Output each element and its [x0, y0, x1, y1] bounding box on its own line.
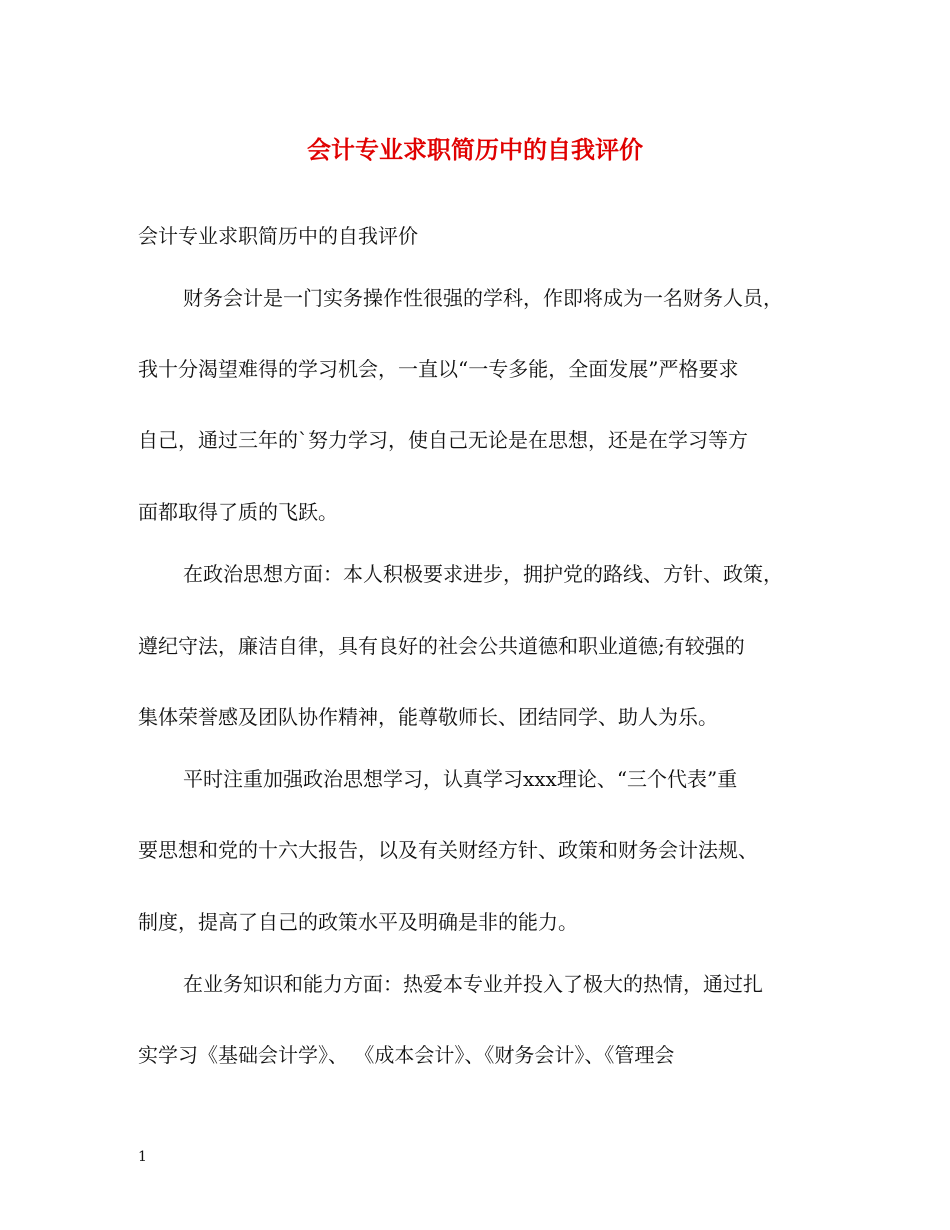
paragraph-line: 面都取得了质的飞跃。: [138, 500, 338, 524]
paragraph-line: 财务会计是一门实务操作性很强的学科，作即将成为一名财务人员，: [183, 286, 783, 310]
paragraph-line: 集体荣誉感及团队协作精神，能尊敬师长、团结同学、助人为乐。: [138, 705, 718, 729]
paragraph-line: 制度，提高了自己的政策水平及明确是非的能力。: [138, 910, 578, 934]
paragraph-line: 在政治思想方面：本人积极要求进步，拥护党的路线、方针、政策，: [183, 562, 783, 586]
page-number: 1: [138, 1149, 147, 1165]
paragraph-line: 自己，通过三年的`努力学习，使自己无论是在思想，还是在学习等方: [138, 428, 748, 452]
paragraph-line: 我十分渴望难得的学习机会，一直以“一专多能，全面发展”严格要求: [138, 357, 739, 381]
paragraph-line: 实学习《基础会计学》、 《成本会计》、《财务会计》、《管理会: [138, 1043, 675, 1067]
paragraph-line: 在业务知识和能力方面：热爱本专业并投入了极大的热情，通过扎: [183, 972, 763, 996]
paragraph-line: 要思想和党的十六大报告，以及有关财经方针、政策和财务会计法规、: [138, 838, 758, 862]
paragraph-line: 平时注重加强政治思想学习，认真学习xxx理论、“三个代表”重: [183, 767, 738, 791]
paragraph-line: 遵纪守法，廉洁自律，具有良好的社会公共道德和职业道德;有较强的: [138, 634, 745, 658]
document-title: 会计专业求职简历中的自我评价: [307, 135, 643, 164]
document-subtitle: 会计专业求职简历中的自我评价: [138, 224, 418, 248]
